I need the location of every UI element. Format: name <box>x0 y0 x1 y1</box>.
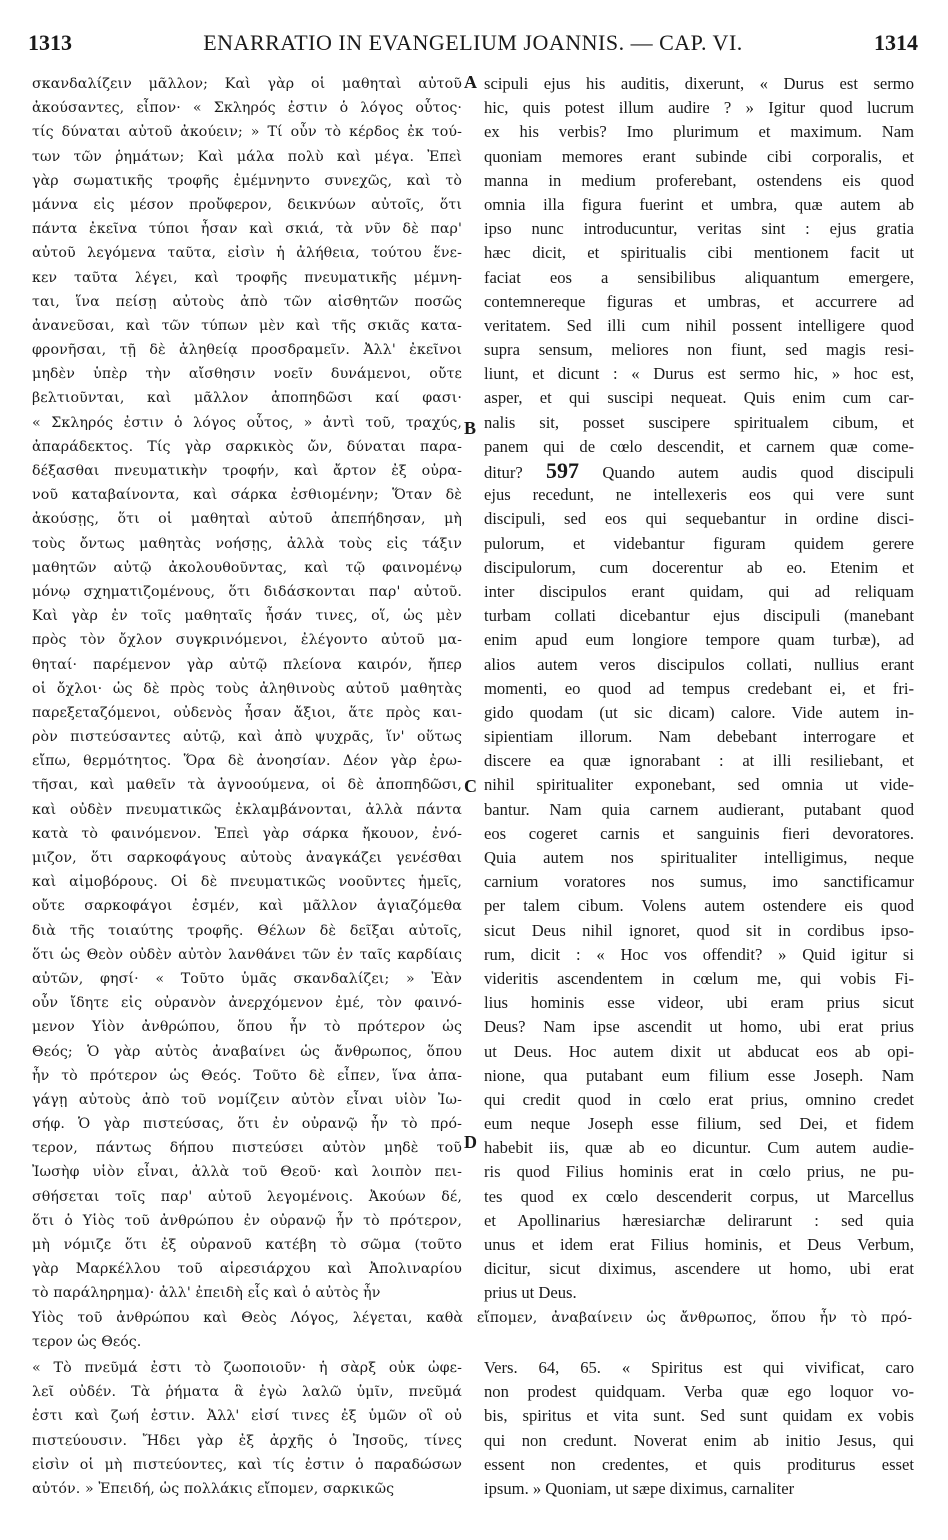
latin-text-line: rum, dicit : « Hoc vos offendit? » Quid igitur si <box>484 944 914 964</box>
latin-text-line: hic, quis potest illum audire ? » Igitur quod lucrum <box>484 98 914 118</box>
latin-text-line: Deus? Nam ipse ascendit ut homo, ubi erat prius <box>484 1017 914 1037</box>
greek-column <box>32 72 462 1306</box>
latin-text-line: carnium voratores nos sumus, imo sanctificamur <box>484 872 914 892</box>
greek-text-line: εἴπω, θερμότητος. Ὅρα δὲ ἀνοησίαν. Δέον γὰρ ἐρω- <box>32 753 462 770</box>
latin-text-fragment: Quando autem audis quod discipuli <box>602 463 914 482</box>
greek-text-line: κεν ταῦτα λέγει, καὶ τροφῆς πνευματικῆς μέμνη- <box>32 269 462 286</box>
greek-text-line: μενον Υἱὸν ἀνθρώπου, ὅπου ἦν τὸ πρότερον ὡς <box>32 1019 462 1036</box>
latin-text-line: eum neque Joseph esse filium, sed Dei, et fidem <box>484 1114 914 1134</box>
latin-text-line: scipuli ejus his auditis, dixerunt, « Durus est sermo <box>484 74 914 93</box>
latin-text-line: videritis ascendentem in cœlum me, qui vobis Fi- <box>484 968 914 988</box>
latin-text-line: quoniam memores erant subinde cibi corporalis, et <box>484 146 914 166</box>
latin-column <box>484 72 914 1306</box>
latin-text-line: nalis sit, posset suscipere spiritualem cibum, et <box>484 412 914 432</box>
latin-text-line: inter discipulos erant quidam, qui ad reliquam <box>484 581 914 601</box>
latin-text-line: per talem cibum. Volens autem ostendere eis quod <box>484 896 914 916</box>
latin-text-line: dicitur, sicut diximus, ascendere ut homo, ubi erat <box>484 1259 914 1279</box>
latin-text-line: supra sensum, meliores non fiunt, sed magis resi- <box>484 340 914 360</box>
latin-text-line: hæc dicit, et spiritualis cibi mentionem facit ut <box>484 243 914 263</box>
latin-text-line: nione, qua putabant eum filium esse Joseph. Nam <box>484 1065 914 1085</box>
latin-text-line: momenti, eo quod ad tempus credebant ei, et fri- <box>484 678 914 698</box>
latin-text-line: qui non credunt. Noverat enim ab initio Jesus, qui <box>484 1430 914 1450</box>
greek-text-line: « Τὸ πνεῦμά ἐστι τὸ ζωοποιοῦν· ἡ σὰρξ οὐκ ὠφε- <box>32 1360 462 1376</box>
greek-text-line: μὴ νόμιζε ὅτι ἐξ οὐρανοῦ κατέβη τὸ σῶμα (τοῦτο <box>32 1237 462 1253</box>
greek-text-line: θηταί· παρέμενον γὰρ αὐτῷ πλείονα καιρόν, ἤπερ <box>32 656 462 673</box>
latin-text-line: alios autem veros discipulos collati, nullius erant <box>484 654 914 674</box>
greek-text-line: ται, ἵνα πείσῃ αὐτοὺς ἀπὸ τῶν αἰσθητῶν ποσῶς <box>32 293 462 310</box>
greek-text-line: φρονῆσαι, τῇ δὲ ἀληθείᾳ προσδραμεῖν. Ἀλλ' ἐκεῖνοι <box>32 342 462 359</box>
latin-text-line: omnia illa figura fuerint et umbra, quæ autem ab <box>484 194 914 214</box>
greek-text-line: μηδὲν ὑπὲρ τὴν αἴσθησιν νοεῖν δυνάμενοι, οὔτε <box>32 366 462 383</box>
greek-text-line: νοῦ καταβαίνοντα, καὶ σάρκα ἐσθιομένην; Ὅταν δὲ <box>32 487 462 504</box>
greek-text-line: τοὺς ὄντως μαθητὰς νοήσῃς, ἀλλὰ τοὺς εἰς τάξιν <box>32 535 462 552</box>
latin-text-fragment: ditur? <box>484 463 523 482</box>
latin-text-line: contemnereque figuras et umbras, et accurrere ad <box>484 291 914 311</box>
latin-text-line: sipientiam illorum. Nam debebant interrogare et <box>484 727 914 747</box>
latin-text-line: liunt, et dicunt : « Durus est sermo hic, » hoc est, <box>484 364 914 384</box>
latin-text-line <box>484 459 914 483</box>
greek-text-line: ἐστι καὶ ζωή ἐστιν. Ἀλλ' εἰσί τινες ἐξ ὑμῶν οἳ οὐ <box>32 1408 462 1425</box>
latin-text-line: gido quodam (ut sic dicam) calore. Vide autem in- <box>484 702 914 722</box>
latin-text-line: discipuli, sed eos qui sequebantur in ordine disci- <box>484 509 914 529</box>
greek-text-line: οὖν ἴδητε εἰς οὐρανὸν ἀνερχόμενον ἐμέ, τὸν φαινό- <box>32 995 462 1012</box>
greek-text-line: καὶ οὐδὲν πνευματικῶς ἐκλαμβάνονται, ἀλλὰ πάντα <box>32 801 462 818</box>
greek-text-line: γάγῃ αὐτοὺς ἀπὸ τοῦ νομίζειν αὐτὸν εἶναι υἱὸν Ἰω- <box>32 1091 462 1108</box>
greek-text-line: ἀπαράδεκτος. Τίς γὰρ σαρκικὸς ὤν, δύναται παρα- <box>32 438 462 455</box>
latin-text-line: discere ea quæ ignorabant : at illi resiliebant, et <box>484 751 914 771</box>
latin-text-line: discipulorum, cum docerentur ab eo. Etenim et <box>484 557 914 577</box>
greek-text-line: των τῶν ῥημάτων; Καὶ μάλα πολὺ καὶ μέγα. Ἐπεὶ <box>32 148 462 165</box>
latin-text-line: asper, et qui suscipi nequeat. Quis enim cum car- <box>484 388 914 408</box>
greek-text-line: λεῖ οὐδέν. Τὰ ῥήματα ἃ ἐγὼ λαλῶ ὑμῖν, πνεῦμά <box>32 1384 462 1401</box>
latin-text-line: ris quod Filius hominis erat in cœlo prius, ne pu- <box>484 1162 914 1182</box>
greek-text-line: τερον ὡς Θεός. <box>32 1334 142 1351</box>
greek-text-line: γὰρ Μαρκέλλου τοῦ αἱρεσιάρχου καὶ Ἀπολιναρίου <box>32 1261 462 1278</box>
greek-text-line: καὶ αἱμοβόρους. Οἱ δὲ πνευματικῶς νοοῦντες ἡμεῖς, <box>32 874 462 891</box>
greek-text-line: δέξασθαι πνευματικὴν τροφήν, καὶ ἄρτον ἐξ οὐρα- <box>32 463 462 479</box>
latin-text-line: nihil spiritualiter exponebant, sed omnia ut vide- <box>484 775 914 795</box>
greek-text-line: εἰσὶν οἱ μὴ πιστεύοντες, καὶ τίς ἐστιν ὁ παραδώσων <box>32 1456 462 1473</box>
latin-text-line: lius hominis esse videor, ubi eram prius sicut <box>484 993 914 1013</box>
greek-text-line: τὸ παράληρημα)· ἀλλ' ἐπειδὴ εἷς καὶ ὁ αὐτὸς ἦν <box>32 1285 381 1302</box>
latin-text-line: ejus recedunt, ne intellexeris eos qui vere sunt <box>484 485 914 505</box>
greek-text-line: αὐτόν. » Ἐπειδή, ὡς πολλάκις εἴπομεν, σαρκικῶς <box>32 1480 395 1497</box>
greek-text-line: σθήσεται τοῖς παρ' αὐτοῦ λεγομένοις. Ἀκούων δέ, <box>32 1188 462 1205</box>
greek-text-line: ἀκούσῃς, ὅτι οἱ μαθηταὶ αὐτοῦ ἀπεπήδησαν, μὴ <box>32 511 462 528</box>
greek-text-line: αὐτοῦ λεγόμενα ταῦτα, εἰσὶν ἡ ἀλήθεια, τούτου ἕνε- <box>32 245 462 262</box>
full-width-lines <box>32 1306 912 1354</box>
latin-text-line: prius ut Deus. <box>484 1283 577 1303</box>
latin-text-line: faciat eos a sensibilibus aliquantum emergere, <box>484 267 914 287</box>
column-number: 597 <box>546 459 580 483</box>
margin-marker-a: A <box>464 72 477 92</box>
latin-text-line: ex his verbis? Imo plurimum et maximum. Nam <box>484 122 914 142</box>
latin-text-line: ipsum. » Quoniam, ut sæpe diximus, carnaliter <box>484 1478 795 1498</box>
latin-text-line: veritatem. Sed illi cum nihil possent intelligere quod <box>484 315 914 335</box>
greek-text-line: οἱ ὄχλοι· ὡς δὲ πρὸς τοὺς ἀληθινοὺς αὐτοῦ μαθητὰς <box>32 680 462 697</box>
greek-text-line: διὰ τῆς τοιαύτης τροφῆς. Θέλων δὲ δεῖξαι αὐτοῖς, <box>32 922 462 939</box>
latin-text-line: qui credit quod in cœlo erat prius, omnino credet <box>484 1089 914 1109</box>
page-number-left: 1313 <box>28 30 72 55</box>
latin-text-line: unus et idem erat Filius hominis, et Deus Verbum, <box>484 1235 914 1254</box>
latin-text-line: non prodest quidquam. Verba quæ ego loquor vo- <box>484 1382 914 1402</box>
latin-text-line: habebit iis, quæ ab eo dicuntur. Cum autem audie- <box>484 1138 914 1158</box>
latin-text-line: eos cogeret carnis et sanguinis fieri devoratores. <box>484 823 914 843</box>
latin-text-line: ut Deus. Hoc autem dixit ut abducat eos ab opi- <box>484 1041 914 1061</box>
greek-text-line: τίς δύναται αὐτοῦ ἀκούειν; » Τί οὖν τὸ κέρδος ἐκ τού- <box>32 124 462 141</box>
greek-text-line: ἀνανεῦσαι, καὶ τῶν τύπων μὲν καὶ τῆς σκιᾶς κατα- <box>32 317 462 334</box>
greek-text-line: τερον, πάντως δήπου πιστεύσει αὐτὸν μηδὲ τοῦ <box>32 1140 462 1157</box>
greek-lower-column <box>32 1356 462 1501</box>
greek-text-line: παρεξεταζόμενοι, οὐδενὸς ἦσαν ἄξιοι, ἅτε πρὸς και- <box>32 704 462 721</box>
latin-text-line: et Apollinarius hæresiarchæ delirarunt : sed quia <box>484 1210 914 1230</box>
latin-text-line: pulorum, et videbantur figuram quidem gerere <box>484 533 914 553</box>
greek-text-line: Ἰωσὴφ υἱὸν εἶναι, ἀλλὰ τοῦ Θεοῦ· καὶ λοιπὸν πει- <box>32 1164 462 1181</box>
latin-lower-column <box>484 1356 914 1501</box>
latin-text-line: Quia autem nos spiritualiter intelligimus, neque <box>484 848 914 867</box>
greek-text-line: ἀκούσαντες, εἶπον· « Σκληρός ἐστιν ὁ λόγος οὗτος· <box>32 100 462 117</box>
greek-text-line: σήφ. Ὁ γὰρ πιστεύσας, ὅτι ἐν οὐρανῷ ἦν τὸ πρό- <box>32 1116 462 1133</box>
greek-text-line: ὅτι ὡς Θεὸν οὐδὲν αὐτὸν λανθάνει τῶν ἐν ταῖς καρδίαις <box>32 946 462 963</box>
greek-text-line: ὅτι ὁ Υἱὸς τοῦ ἀνθρώπου ἐν οὐρανῷ ἦν τὸ πρότερον, <box>32 1212 462 1229</box>
greek-text-line: αὐτῶν, φησί· « Τοῦτο ὑμᾶς σκανδαλίζει; » Ἐὰν <box>32 970 462 987</box>
greek-text-line: πρὸς τὸν ὄχλον συγκρινόμενοι, ἐλέγοντο αὐτοῦ μα- <box>32 632 462 649</box>
latin-text-line: panem qui de cœlo descendit, et carnem quæ come- <box>484 436 914 456</box>
running-header <box>28 30 918 60</box>
greek-text-line: πιστεύουσιν. Ἤδει γὰρ ἐξ ἀρχῆς ὁ Ἰησοῦς, τίνες <box>32 1432 462 1449</box>
greek-text-line: πάντα ἐκεῖνα τύποι ἦσαν καὶ σκιά, τὰ νῦν δὲ παρ' <box>32 221 462 238</box>
greek-text-line: Καὶ γὰρ ἐν τοῖς μαθηταῖς ἦσάν τινες, οἵ, ὡς μὲν <box>32 608 462 625</box>
greek-text-line: σκανδαλίζειν μᾶλλον; Καὶ γὰρ οἱ μαθηταὶ αὐτοῦ <box>32 76 462 92</box>
greek-text-line: κατὰ τὸ φαινόμενον. Ἐπεὶ γὰρ σάρκα ἤκουον, ἐνό- <box>32 825 462 842</box>
greek-text-line: μαθητῶν αὐτῷ ἀκολουθοῦντας, καὶ τῷ φαινομένῳ <box>32 559 462 576</box>
margin-marker-b: B <box>464 418 477 438</box>
greek-text-line: « Σκληρός ἐστιν ὁ λόγος οὗτος, » ἀντὶ τοῦ, τραχύς, <box>32 414 462 431</box>
latin-text-line: enim apud eum longiore tempore quam turbæ), ad <box>484 630 914 650</box>
latin-text-line: turbam collati dicebantur ejus discipuli (manebant <box>484 606 914 626</box>
latin-text-line: bantur. Nam quia carnem audierant, putabant quod <box>484 799 914 819</box>
greek-text-line: μιζον, ὅτι σαρκοφάγους αὐτοὺς ἀναγκάζει γενέσθαι <box>32 850 462 866</box>
greek-text-line: γὰρ σωματικῆς τροφῆς ἐμέμνηντο συνεχῶς, καὶ τὸ <box>32 172 462 189</box>
greek-text-line: βελτιοῦνται, καὶ μᾶλλον ἀποπηδῶσι καί φασι· <box>32 390 462 407</box>
margin-marker-c: C <box>464 776 477 796</box>
latin-text-line: sicut Deus nihil ignoret, quod sit in cordibus ipso- <box>484 920 914 940</box>
running-title: ENARRATIO IN EVANGELIUM JOANNIS. — CAP. VI. <box>203 30 743 55</box>
greek-text-line: ρὸν πιστεύσαντες αὐτῷ, καὶ ἀπὸ ψυχρᾶς, ἵν' οὕτως <box>32 729 462 746</box>
latin-text-line: manna in medium proferebant, ostendens eis quod <box>484 170 914 190</box>
latin-text-line: bis, spiritus et vita sunt. Sed sunt quidam ex vobis <box>484 1406 914 1426</box>
greek-text-line: ἦν τὸ πρότερον ὡς Θεός. Τοῦτο δὲ εἶπεν, ἵνα ἀπα- <box>32 1067 462 1084</box>
greek-text-line: μόνῳ σχηματιζομένους, ὅτι διδάσκονται παρ' αὐτοῦ. <box>32 583 462 600</box>
latin-text-line: Vers. 64, 65. « Spiritus est qui vivificat, caro <box>484 1358 914 1377</box>
latin-text-line: essent non credentes, et quis proditurus esset <box>484 1454 914 1474</box>
latin-text-line: ipso nunc introducuntur, veritas sint : ejus gratia <box>484 219 914 239</box>
page-number-right: 1314 <box>874 30 918 55</box>
margin-marker-d: D <box>464 1132 477 1152</box>
greek-text-line: τῆσαι, καὶ μαθεῖν τὰ ἀγνοούμενα, οἱ δὲ ἀποπηδῶσι, <box>32 777 462 794</box>
greek-text-line: Υἱὸς τοῦ ἀνθρώπου καὶ Θεὸς Λόγος, λέγεται, καθὰ εἴπομεν, ἀναβαίνειν ὡς ἄνθρωπος, ὅπου ἦν τὸ πρό- <box>32 1310 912 1326</box>
greek-text-line: μάννα εἰς μέσον προὔφερον, δεικνύων αὐτοῖς, ὅτι <box>32 196 462 213</box>
latin-text-line: tes quod ex cœlo descenderit corpus, ut Marcellus <box>484 1186 914 1206</box>
greek-text-line: οὔτε σαρκοφάγοι ἐσμέν, καὶ μᾶλλον ἁγιαζόμεθα <box>32 898 462 915</box>
greek-text-line: Θεός; Ὁ γὰρ αὐτὸς ἀναβαίνει ὡς ἄνθρωπος, ὅπου <box>32 1043 462 1060</box>
